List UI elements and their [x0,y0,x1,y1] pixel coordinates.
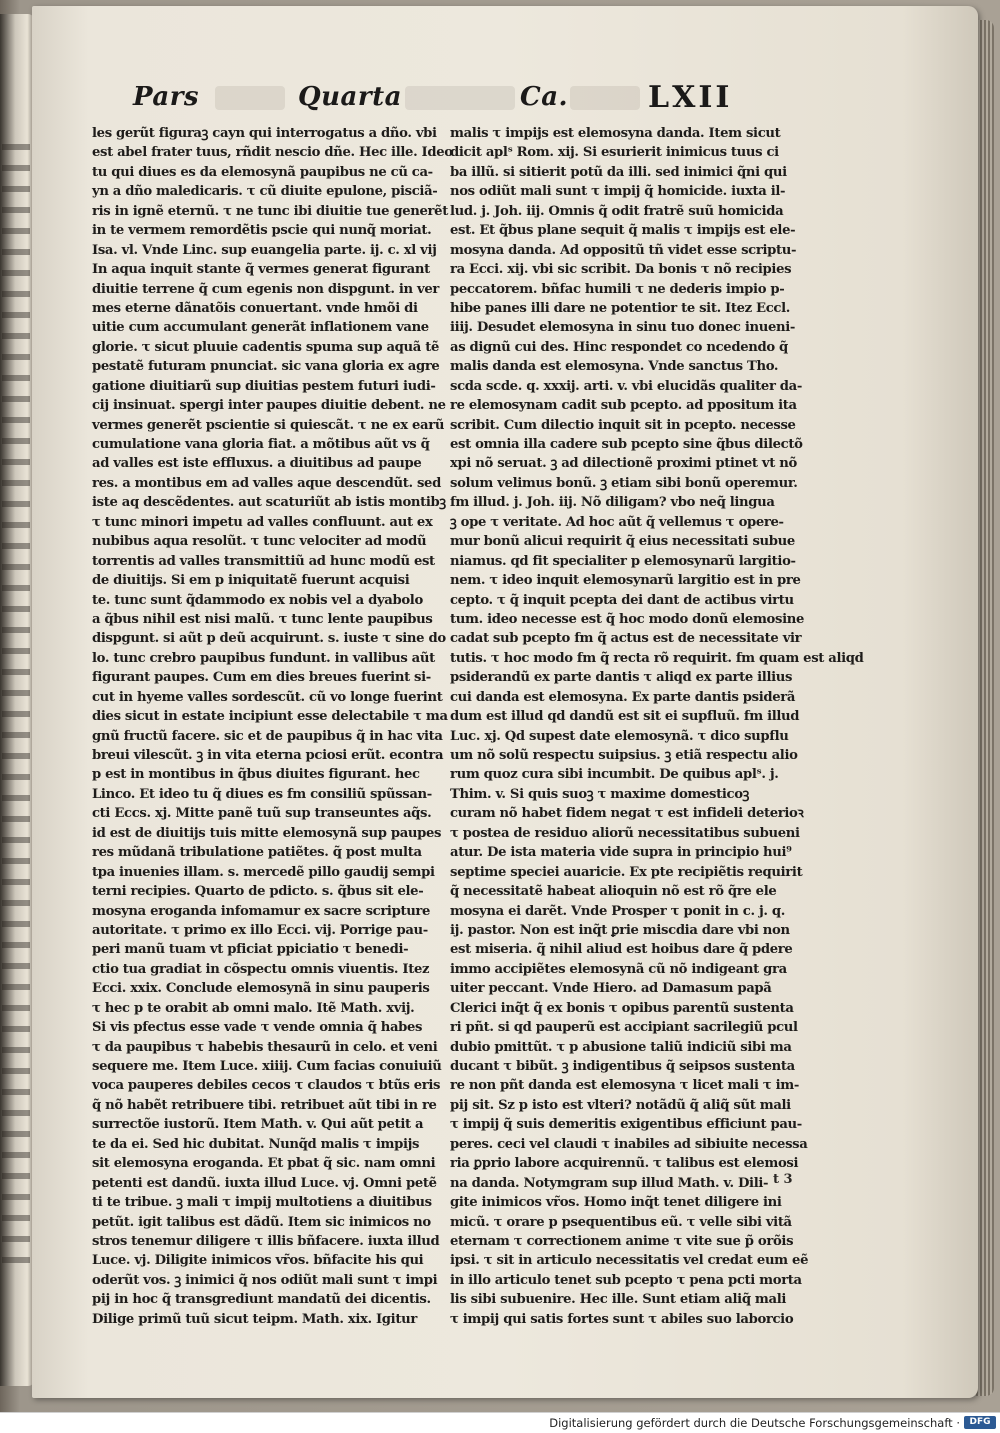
text-line: res mũdanã tribulatione patiẽtes. q̃ post multa [92,845,422,861]
text-line: mes eterne dãnatõis conuertant. vnde hmõi di [92,300,418,316]
text-line: dies sicut in estate incipiunt esse delectabile τ ma [92,709,448,725]
text-line: cadat sub pcepto fm q̃ actus est de necessitate vir [450,631,802,647]
text-line: as dignũ cui des. Hinc respondet co ncedendo q̃ [450,339,788,355]
text-line: cepto. τ q̃ inquit pcepta dei dant de actibus virtu [450,592,794,608]
text-line: Luc. xj. Qd supest date elemosynã. τ dico supflu [450,728,789,744]
text-line: solum velimus bonũ. ꝫ etiam sibi bonũ operemur. [450,475,798,491]
text-line: torrentis ad valles transmittiũ ad hunc modũ est [92,553,435,569]
text-line: scribit. Cum dilectio inquit sit in pcepto. necesse [450,417,796,433]
text-line: voca pauperes debiles cecos τ claudos τ btũs eris [92,1078,441,1094]
text-line: te da ei. Sed hic dubitat. Nunq̃d malis τ impijs [92,1136,420,1152]
text-line: iiij. Desudet elemosyna in sinu tuo donec inueni- [450,320,796,336]
text-line: nos odiũt mali sunt τ impij q̃ homicide. iuxta il- [450,184,786,200]
text-line: q̃ necessitatẽ habeat alioquin nõ est rõ q̃re ele [450,884,777,900]
text-line: stros tenemur diligere τ illis bñfacere. iuxta illud [92,1233,440,1249]
text-line: dubio pmittũt. τ p abusione taliũ indiciũ sibi ma [450,1039,792,1055]
text-line: peccatorem. bñfac humili τ ne dederis impio p- [450,281,785,297]
text-line: terni recipies. Quarto de pdicto. s. q̃bus sit ele- [92,884,424,900]
text-line: yn a dño maledicaris. τ cũ diuite epulone, pisciã- [92,184,438,200]
text-line: micũ. τ orare p psequentibus eũ. τ velle sibi vitã [450,1214,792,1230]
text-line: nubibus aqua resolũt. τ tunc velociter ad modũ [92,534,427,550]
text-line: glorie. τ sicut pluuie cadentis spuma sup aquã tẽ [92,339,440,355]
footer-credit: Digitalisierung gefördert durch die Deutsche Forschungsgemeinschaft · [549,1416,960,1430]
text-line: na danda. Notymgram sup illud Math. v. Dili- [450,1175,769,1191]
text-line: Ecci. xxix. Conclude elemosynã in sinu pauperis [92,981,430,997]
text-line: a q̃bus nihil est nisi malũ. τ tunc lente paupibus [92,611,433,627]
text-line: vermes generẽt pscientie si quiescãt. τ ne ex earũ [92,417,445,433]
text-line: eternam τ correctionem anime τ vite sue p̃ orõis [450,1233,794,1249]
text-line: diuitie terrene q̃ cum egenis non dispgunt. in ver [92,281,439,297]
text-line: τ tunc minori impetu ad valles confluunt. aut ex [92,514,433,530]
text-line: nem. τ ideo inquit elemosynarũ largitio est in pre [450,573,801,589]
text-line: q̃ nõ habẽt retribuere tibi. retribuet aũt tibi in re [92,1097,437,1113]
text-line: lud. j. Joh. iij. Omnis q̃ odit fratrẽ suũ homicida [450,203,784,219]
text-line: um nõ solũ respectu suipsius. ꝫ etiã respectu alio [450,748,798,763]
text-line: uiter peccant. Vnde Hiero. ad Damasum papã [450,981,772,997]
text-line: septime speciei auaricie. Ex pte recipiẽtis requirit [450,864,803,880]
text-line: ducant τ bibũt. ꝫ indigentibus q̃ seipsos sustenta [450,1059,795,1074]
text-line: Thim. v. Si quis suoꝫ τ maxime domesticoꝫ [450,786,750,802]
text-line: lo. tunc crebro paupibus fundunt. in vallibus aũt [92,650,435,666]
text-line: lis sibi subuenire. Hec ille. Sunt etiam aliq̃ mali [450,1292,787,1308]
text-line: pij in hoc q̃ transgrediunt mandatũ dei dicentis. [92,1292,431,1308]
text-line: In aqua inquit stante q̃ vermes generat figurant [92,262,430,278]
text-line: ti te tribue. ꝫ mali τ impij multotiens a diuitibus [92,1195,432,1211]
header-quarta: Quarta [298,82,402,112]
dfg-logo: DFG [964,1416,996,1429]
text-line: cut in hyeme valles sordescũt. cũ vo longe fuerint [92,689,443,705]
text-line: mosyna eroganda infomamur ex sacre scripture [92,903,431,919]
text-line: p est in montibus in q̃bus diuites figurant. hec [92,767,420,783]
text-line: tpa inuenies illam. s. mercedẽ pillo gaudij sempi [92,864,435,880]
text-line: mosyna danda. Ad oppositũ tñ videt esse scriptu- [450,242,797,258]
text-line: ꝫ ope τ veritate. Ad hoc aũt q̃ vellemus τ opere- [450,514,784,530]
text-line: atur. De ista materia vide supra in principio hui⁹ [450,845,792,861]
text-line: malis τ impijs est elemosyna danda. Item sicut [450,126,781,141]
text-column-left [92,124,454,1329]
text-line: oderũt vos. ꝫ inimici q̃ nos odiũt mali sunt τ impi [92,1272,438,1288]
folio-number: LXII [648,80,733,115]
text-line: re non pñt danda est elemosyna τ licet mali τ im- [450,1078,799,1094]
text-line: mosyna ei darẽt. Vnde Prosper τ ponit in c. j. q. [450,903,785,919]
text-line: tu qui diues es da elemosynã paupibus ne cũ ca- [92,164,433,180]
text-line: te. tunc sunt q̃dammodo ex nobis vel a dyabolo [92,592,423,608]
text-line: τ impij q̃ suis demeritis exigentibus efficiunt pau- [450,1117,802,1133]
digitization-footer [0,1412,1000,1433]
text-line: ipsi. τ sit in articulo necessitatis vel credat eum eẽ [450,1253,809,1269]
text-line: Linco. Et ideo tu q̃ diues es fm consiliũ spũssan- [92,786,432,802]
text-line: gnũ fructũ facere. sic et de paupibus q̃ in hac vita [92,728,443,744]
text-line: est abel frater tuus, rñdit nescio dñe. Hec ille. Ideo [92,145,453,161]
text-line: ad valles est iste effluxus. a diuitibus ad paupe [92,456,422,472]
text-line: ba illũ. si sitierit potũ da illi. sed inimici q̃ni qui [450,164,787,180]
text-line: dum est illud qd dandũ est sit ei supfluũ. fm illud [450,709,800,725]
text-line: rum quoz cura sibi incumbit. De quibus aplˢ. j. [450,767,779,783]
text-line: dispgunt. si aũt p deũ acquirunt. s. iuste τ sine do [92,631,446,647]
text-line: id est de diuitijs tuis mitte elemosynã sup paupes [92,825,442,841]
text-line: mur bonũ alicui requirit q̃ eius necessitati subue [450,534,795,550]
text-line: ra Ecci. xij. vbi sic scribit. Da bonis τ nõ recipies [450,262,792,278]
text-line: cij insinuat. spergi inter paupes diuitie debent. ne [92,398,446,414]
text-line: Si vis pfectus esse vade τ vende omnia q̃ habes [92,1020,423,1036]
text-line: petũt. igit talibus est dãdũ. Item sic inimicos no [92,1214,431,1230]
text-line: re elemosynam cadit sub pcepto. ad ppositum ita [450,398,797,414]
text-line: malis danda est elemosyna. Vnde sanctus Tho. [450,359,779,375]
text-line: figurant paupes. Cum em dies breues fuerint si- [92,670,431,686]
text-column-right [450,124,864,1329]
text-line: τ impij qui satis fortes sunt τ abiles suo laborcio [450,1311,794,1327]
text-line: peri manũ tuam vt pficiat ppiciatio τ benedi- [92,942,409,958]
text-line: xpi nõ seruat. ꝫ ad dilectionẽ proximi ptinet vt nõ [450,456,797,472]
book-fore-edge [976,20,994,1396]
facing-page-edge [0,14,34,1386]
text-line: immo accipiẽtes elemosynã cũ nõ indigeant gra [450,961,787,977]
text-line: est. Et q̃bus plane sequit q̃ malis τ impijs est ele- [450,223,796,239]
text-line: peres. ceci vel claudi τ inabiles ad sibiuite necessa [450,1136,808,1152]
text-line: Dilige primũ tuũ sicut teipm. Math. xix. Igitur [92,1311,417,1327]
text-line: est omnia illa cadere sub pcepto sine q̃bus dilectõ [450,437,803,452]
text-line: iste aq descẽdentes. aut scaturiũt ab istis montibꝫ [92,495,446,511]
running-header [0,80,1000,124]
text-line: gite inimicos vr̃os. Homo inq̃t tenet diligere ini [450,1195,782,1211]
header-capitulum: Ca. [520,82,569,112]
text-line: ri pñt. si qd pauperũ est accipiant sacrilegiũ pcul [450,1020,798,1036]
text-line: cti Eccs. xj. Mitte panẽ tuũ sup transeuntes aq̃s. [92,806,432,822]
text-line: les gerũt figuraꝫ cayn qui interrogatus a dño. vbi [92,126,437,141]
signature-mark: t 3 [773,1172,793,1187]
text-line: in illo articulo tenet sub pcepto τ pena pcti morta [450,1272,802,1288]
text-line: Isa. vl. Vnde Linc. sup euangelia parte. ij. c. xl vij [92,242,437,258]
text-line: scda scde. q. xxxij. arti. v. vbi elucidãs qualiter da- [450,378,802,394]
text-line: τ da paupibus τ habebis thesaurũ in celo. et veni [92,1039,438,1055]
text-line: autoritate. τ primo ex illo Ecci. vij. Porrige pau- [92,922,428,938]
text-line: est miseria. q̃ nihil aliud est hoibus dare q̃ pdere [450,942,793,958]
text-line: surrectõe iustorũ. Item Math. v. Qui aũt petit a [92,1117,424,1133]
text-line: ris in ignẽ eternũ. τ ne tunc ibi diuitie tue generẽt [92,203,448,219]
text-line: res. a montibus em ad valles aque descendũt. sed [92,475,441,491]
text-line: τ postea de residuo aliorũ necessitatibus subueni [450,825,800,841]
text-line: ij. pastor. Non est inq̃t ꝑrie miscdia dare vbi non [450,922,790,938]
text-line: in te vermem remordẽtis pscie qui nunq̃ moriat. [92,223,432,239]
text-line: sit elemosyna eroganda. Et pbat q̃ sic. nam omni [92,1156,436,1172]
header-pars: Pars [133,82,200,112]
text-line: cumulatione vana gloria fiat. a mõtibus aũt vs q̃ [92,437,430,452]
text-line: curam nõ habet fidem negat τ est infideli deterioꝛ [450,806,804,822]
text-line: hibe panes illi dare ne potentior te sit. Itez Eccl. [450,300,791,316]
text-line: gatione diuitiarũ sup diuitias pestem futuri iudi- [92,378,436,394]
text-line: ctio tua gradiat in cõspectu omnis viuentis. Itez [92,961,430,977]
text-line: ria ꝑprio labore acquirennũ. τ talibus est elemosi [450,1156,799,1172]
text-line: cui danda est elemosyna. Ex parte dantis psiderã [450,689,796,705]
text-line: Luce. vj. Diligite inimicos vr̃os. bñfacite his qui [92,1253,424,1269]
text-line: tutis. τ hoc modo fm q̃ recta rõ requirit. fm quam est aliqd [450,650,864,666]
text-line: psiderandũ ex parte dantis τ aliqd ex parte illius [450,670,793,686]
text-line: petenti est dandũ. iuxta illud Luce. vj. Omni petẽ [92,1175,437,1191]
text-line: de diuitijs. Si em p iniquitatẽ fuerunt acquisi [92,573,410,589]
text-line: pestatẽ futuram pnunciat. sic vana gloria ex agre [92,359,440,375]
text-line: Clerici inq̃t q̃ ex bonis τ opibus parentũ sustenta [450,1000,794,1016]
text-line: breui vilescũt. ꝫ in vita eterna pciosi erũt. econtra [92,748,444,763]
text-line: τ hec p te orabit ab omni malo. Itẽ Math. xvij. [92,1000,415,1016]
text-line: sequere me. Item Luce. xiiij. Cum facias conuiuiũ [92,1059,442,1074]
text-line: dicit aplˢ Rom. xij. Si esurierit inimicus tuus ci [450,145,779,161]
text-line: uitie cum accumulant generãt inflationem vane [92,320,429,336]
text-line: pij sit. Sz p isto est vlteri? notãdũ q̃ aliq̃ sũt mali [450,1097,791,1113]
text-line: fm illud. j. Joh. iij. Nõ diligam? vbo neq̃ lingua [450,495,775,511]
text-line: tum. ideo necesse est q̃ hoc modo donũ elemosine [450,611,805,627]
text-line: niamus. qd fit specialiter p elemosynarũ largitio- [450,553,796,569]
